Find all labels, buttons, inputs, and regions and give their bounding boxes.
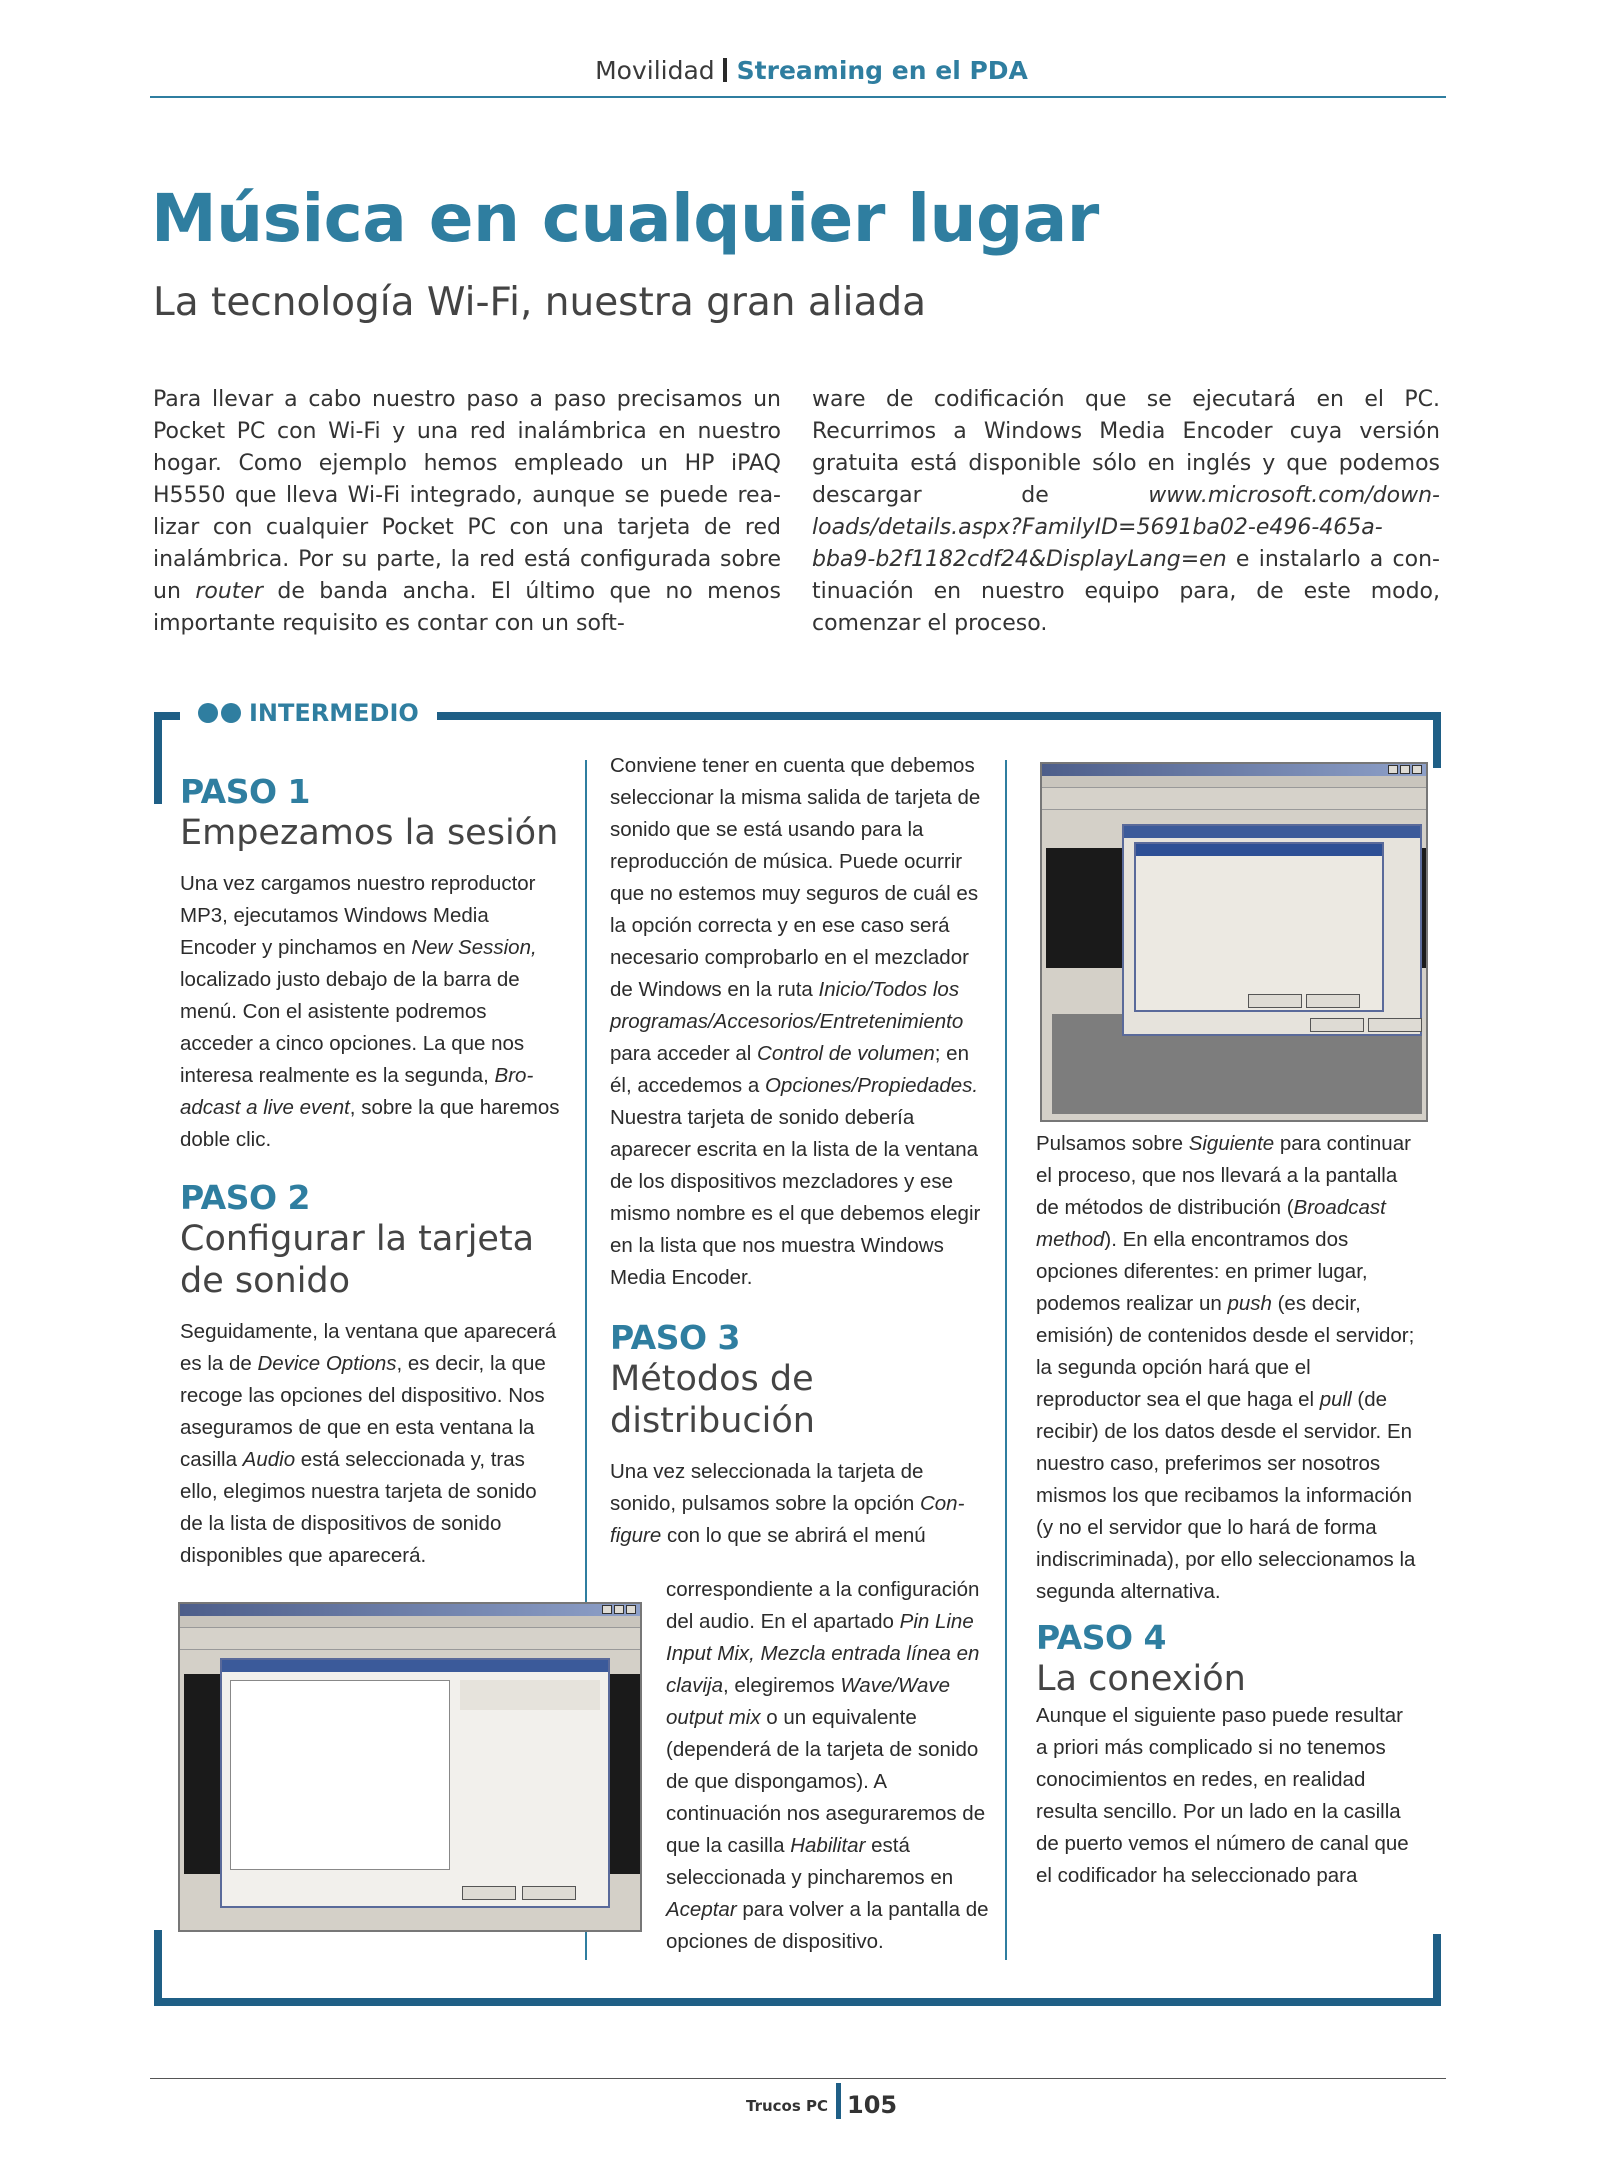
paso-1-text: Una vez cargamos nuestro reproductor MP3, ejecutamos Windows Media Encoder y pinchamos en New Session, localizado justo debajo de la barra de menú. Con el asistente podremos acceder a cinco opciones. La que nos interesa realmente es la segunda, Broadcast a live event, sobre la que haremos doble clic.: [180, 872, 560, 1151]
intro-right-column: [812, 384, 1440, 640]
column-paso-3-continued: [666, 1574, 992, 1958]
article-subtitle: La tecnología Wi-Fi, nuestra gran aliada: [153, 280, 927, 325]
paso-3-label: PASO 3: [610, 1318, 740, 1357]
paso-2-label: PASO 2: [180, 1178, 310, 1217]
screenshot-new-session: [178, 1602, 642, 1932]
intro-router-term: router: [195, 579, 263, 604]
box-frame-left-top: [154, 712, 162, 804]
paso-3-text-b: correspondiente a la configuración del audio. En el apartado Pin Line Input Mix, Mezcla entrada línea en clavija, elegiremos Wave/Wave output mix o un equivalente (dependerá de la tarjeta de sonido de que dispongamos). A continuación nos aseguraremos de que la casilla Habilitar está seleccionada y pincharemos en Aceptar para volver a la pantalla de opciones de dispositivo.: [666, 1578, 989, 1953]
screenshot-device-options: [1040, 762, 1428, 1122]
section-name: Movilidad: [595, 56, 715, 85]
paso-3-title: Métodos de distribución: [610, 1359, 815, 1441]
distribution-text: Pulsamos sobre Siguiente para continuar el proceso, que nos llevará a la pantalla de métodos de distribución (Broadcast method). En ella encontramos dos opciones diferentes: en primer lugar, podemos realizar un push (es decir, emisión) de contenidos desde el servidor; la segunda opción hará que el reproductor sea el que haga el pull (de recibir) de los datos desde el servidor. En nuestro caso, preferimos ser nosotros mismos los que recibamos la información (y no el servidor que lo hará de forma indiscriminada), por ello seleccionamos la segunda alternativa.: [1036, 1132, 1416, 1603]
paso-2-title: Configurar la tarjeta de sonido: [180, 1219, 535, 1301]
box-frame-left-cap: [154, 712, 180, 720]
header-rule: [150, 96, 1446, 98]
paso-4-text: Aunque el siguiente paso puede resultar a priori más complicado si no tenemos conocimientos en redes, en realidad resulta sencillo. Por un lado en la casilla de puerto vemos el número de canal que el codificador ha seleccionado para: [1036, 1704, 1409, 1887]
sound-card-note: Conviene tener en cuenta que debemos seleccionar la misma salida de tarjeta de sonido que se está usando para la reproducción de música. Puede ocurrir que no estemos muy seguros de cuál es la opción correcta y en ese caso será necesario comprobarlo en el mezclador de Windows en la ruta Inicio/Todos los programas/Accesorios/Entretenimiento para acceder al Control de volumen; en él, accedemos a Opciones/Propiedades. Nuestra tarjeta de sonido debería aparecer escrita en la lista de la ventana de los dispositivos mezcladores y ese mismo nombre es el que debemos elegir en la lista que nos muestra Windows Media Encoder.: [610, 754, 981, 1289]
footer-rule: [150, 2078, 1446, 2079]
intro-right-text-end: e instalarlo a continuación en nuestro equipo para, de este modo, comenzar el proceso.: [812, 547, 1440, 636]
column-paso-4: [1036, 1128, 1416, 1892]
intro-left-column: [153, 384, 781, 640]
page-footer: [746, 2083, 897, 2119]
box-frame-top: [437, 712, 1440, 720]
difficulty-dots-icon: [198, 703, 241, 723]
magazine-name: Trucos PC: [746, 2097, 829, 2115]
footer-bar: [836, 2083, 841, 2119]
column-divider-right: [1005, 760, 1007, 1960]
column-paso-1-2: [180, 772, 560, 1572]
article-title: Música en cualquier lugar: [151, 180, 1099, 257]
paso-1-title: Empezamos la sesión: [180, 813, 559, 853]
difficulty-level: INTERMEDIO: [249, 699, 419, 727]
paso-1-label: PASO 1: [180, 772, 310, 811]
header-separator: [723, 58, 727, 82]
page-number: 105: [847, 2091, 898, 2119]
download-url: www.microsoft.com/downloads/details.aspx?FamilyID=5691ba02-e496-465a-bba9-b2f1182cdf24&DisplayLang=en: [812, 483, 1440, 572]
section-topic: Streaming en el PDA: [736, 56, 1028, 85]
box-frame-right-bottom: [1433, 1934, 1441, 2006]
running-header: [0, 56, 1623, 85]
intro-right-text: ware de codificación que se ejecutará en el PC. Recurrimos a Windows Media Encoder cuya versión gratuita está disponible sólo en inglés y que podemos descargar de: [812, 387, 1440, 508]
intro-left-text: Para llevar a cabo nuestro paso a paso precisamos un Pocket PC con Wi-Fi y una red inalámbrica en nuestro hogar. Como ejemplo hemos empleado un HP iPAQ H5550 que lleva Wi-Fi integrado, aunque se puede realizar con cualquier Pocket PC con una tarjeta de red inalámbrica. Por su parte, la red está configurada sobre un: [153, 387, 781, 604]
paso-2-text: Seguidamente, la ventana que aparecerá es la de Device Options, es decir, la que recoge las opciones del dispositivo. Nos aseguramos de que en esta ventana la casilla Audio está seleccionada y, tras ello, elegimos nuestra tarjeta de sonido de la lista de dispositivos de sonido disponibles que aparecerá.: [180, 1320, 557, 1567]
column-paso-3: [610, 750, 990, 1552]
paso-4-title: La conexión: [1036, 1659, 1246, 1699]
box-frame-right-top: [1433, 712, 1441, 768]
paso-4-label: PASO 4: [1036, 1618, 1166, 1657]
box-frame-left-bottom: [154, 1930, 162, 2006]
box-frame-bottom: [154, 1998, 1441, 2006]
difficulty-tag: [198, 698, 425, 728]
paso-3-text-a: Una vez seleccionada la tarjeta de sonido, pulsamos sobre la opción Configure con lo que se abrirá el menú: [610, 1460, 965, 1547]
intro-left-text-end: de banda ancha. El último que no menos importante requisito es contar con un soft-: [153, 579, 781, 636]
